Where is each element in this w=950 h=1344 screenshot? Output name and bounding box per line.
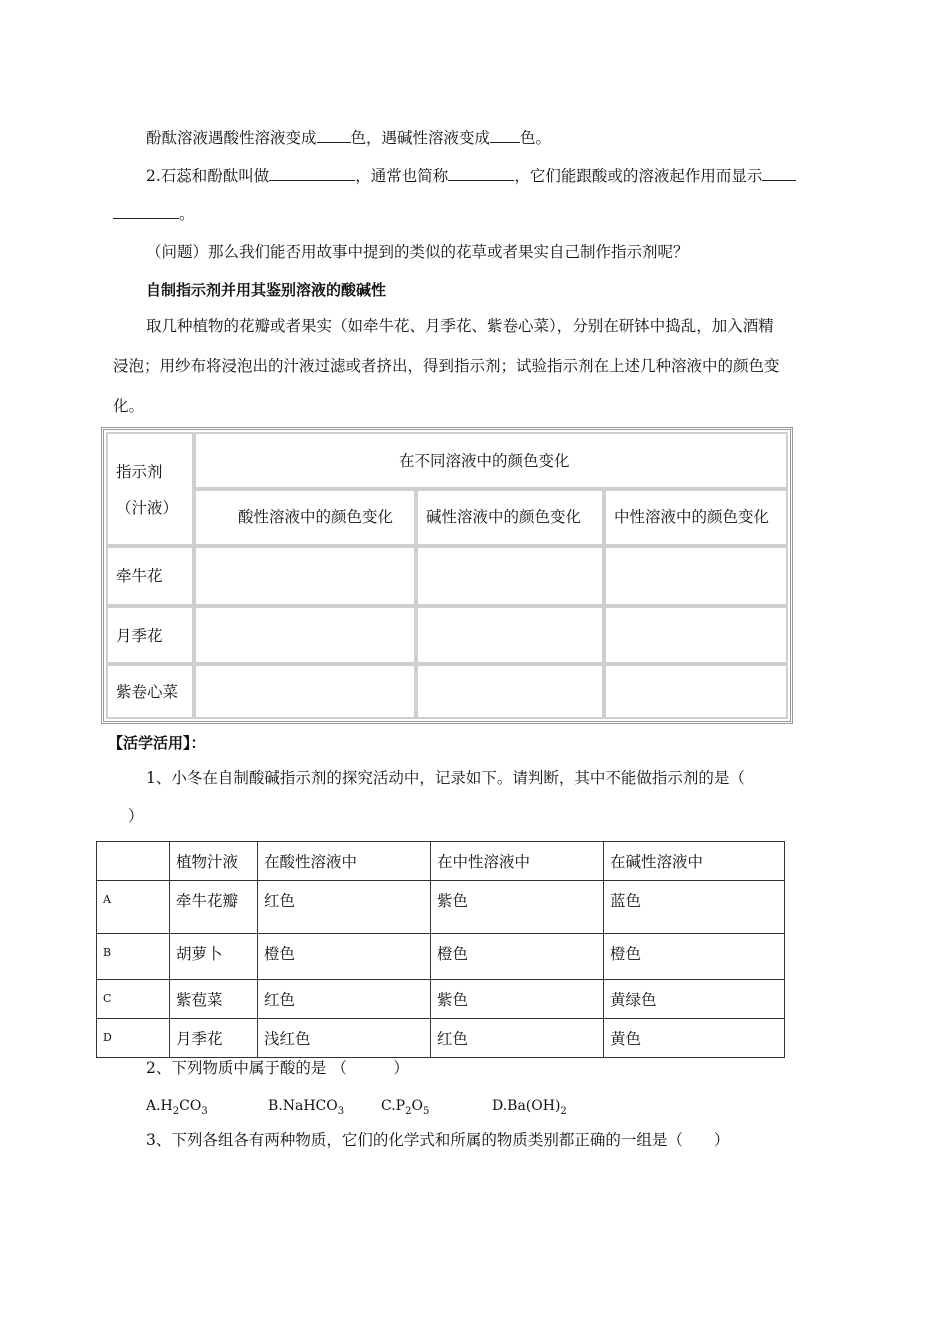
blank-display-1[interactable] [762,166,796,181]
blank-short-name[interactable] [448,166,514,181]
q2-option-d[interactable]: $D.Ba(OH)_2$ [492,1098,567,1117]
table-row [97,980,785,1019]
procedure-line-1: 取几种植物的花瓣或者果实（如牵牛花、月季花、紫卷心菜），分别在研钵中捣乱，加入酒精 [146,317,774,335]
table-cell[interactable] [194,664,416,719]
blank-indicator-name[interactable] [269,166,355,181]
q2-option-a[interactable]: $A.H_2CO_3$ [146,1098,208,1117]
table-cell[interactable] [416,606,604,664]
row-label: 牵牛花 [106,546,194,606]
table-cell: 蓝色 [604,881,785,934]
header-indicator: 指示剂 （汁液） [106,432,194,546]
row-label: 紫卷心菜 [106,664,194,719]
table-cell: 橙色 [431,934,604,980]
text-indicator-definition: 2.石蕊和酚酞叫做 ，通常也简称 ，它们能跟酸或的溶液起作用而显示 [146,166,796,186]
table-header-cell: 在碱性溶液中 [604,842,785,881]
blank-display-2[interactable] [113,204,179,219]
row-option: B [97,934,170,980]
header-color-change: 在不同溶液中的颜色变化 [194,432,788,489]
row-option: C [97,980,170,1019]
table-cell: 橙色 [604,934,785,980]
row-option: A [97,881,170,934]
table-row [97,881,785,934]
table-cell: 浅红色 [258,1019,431,1058]
question-text: （问题）那么我们能否用故事中提到的类似的花草或者果实自己制作指示剂呢？ [146,243,689,261]
subheader-neutral: 中性溶液中的颜色变化 [604,489,788,546]
table-cell[interactable] [416,664,604,719]
blank-base-color[interactable] [490,128,520,143]
table-cell: 黄色 [604,1019,785,1058]
text-phenolphthalein: 酚酞溶液遇酸性溶液变成 色，遇碱性溶液变成 色。 [146,129,552,147]
row-option: D [97,1019,170,1058]
table-cell: 月季花 [170,1019,258,1058]
table-header-cell [97,842,170,881]
table-cell: 紫苞菜 [170,980,258,1019]
table-cell: 红色 [258,881,431,934]
indicator-table [101,427,793,724]
table-cell[interactable] [604,606,788,664]
subheader-base: 碱性溶液中的颜色变化 [416,489,604,546]
table-cell[interactable] [604,664,788,719]
section-title: 自制指示剂并用其鉴别溶液的酸碱性 [146,281,387,299]
q2-option-c[interactable]: $C.P_2O_5$ [381,1098,430,1117]
table-cell: 紫色 [431,980,604,1019]
table-cell: 红色 [258,980,431,1019]
text-indicator-definition-cont: 。 [113,204,195,224]
practice-title: 【活学活用】： [108,734,206,752]
question-1-close: ） [128,807,144,825]
question-2: 2、下列物质中属于酸的是 （ ） [146,1059,409,1077]
table-header-cell: 在中性溶液中 [431,842,604,881]
table-cell[interactable] [604,546,788,606]
table-cell[interactable] [194,546,416,606]
table-cell: 牵牛花瓣 [170,881,258,934]
table-cell[interactable] [194,606,416,664]
table-cell: 黄绿色 [604,980,785,1019]
blank-acid-color[interactable] [317,128,351,143]
question-3: 3、下列各组各有两种物质，它们的化学式和所属的物质类别都正确的一组是（ ） [146,1131,730,1149]
table-cell: 胡萝卜 [170,934,258,980]
experiment-record-table [96,841,785,1058]
table-cell: 紫色 [431,881,604,934]
procedure-line-3: 化。 [113,397,145,415]
procedure-line-2: 浸泡；用纱布将浸泡出的汁液过滤或者挤出，得到指示剂；试验指示剂在上述几种溶液中的颜色变 [113,357,780,375]
q2-option-b[interactable]: B.NaHCO$_3$ [268,1098,345,1117]
question-1: 1、小冬在自制酸碱指示剂的探究活动中，记录如下。请判断，其中不能做指示剂的是（ [146,769,745,787]
row-label: 月季花 [106,606,194,664]
table-row [97,1019,785,1058]
table-cell: 红色 [431,1019,604,1058]
table-cell[interactable] [416,546,604,606]
table-header-row [97,842,785,881]
table-cell: 橙色 [258,934,431,980]
subheader-acid: 酸性溶液中的颜色变化 [194,489,416,546]
table-header-cell: 植物汁液 [170,842,258,881]
table-row [97,934,785,980]
table-header-cell: 在酸性溶液中 [258,842,431,881]
